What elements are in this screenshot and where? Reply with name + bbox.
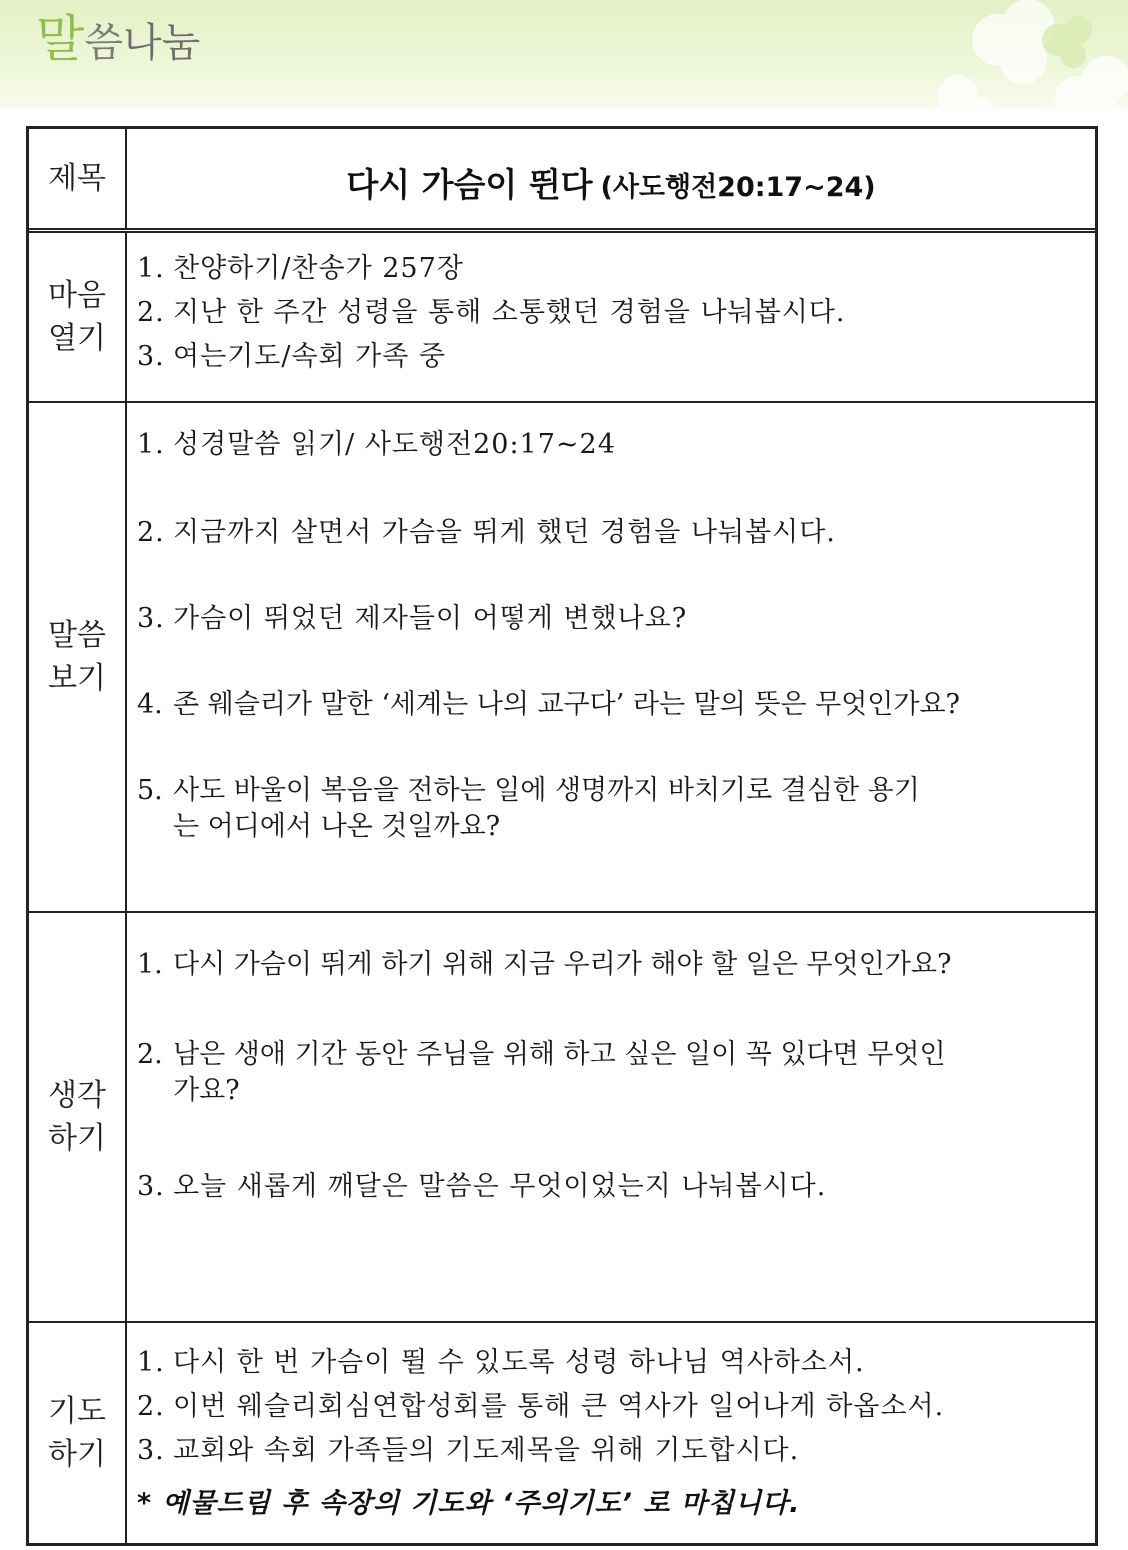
section-label: 마음 열기 — [48, 277, 106, 356]
item-number: 3. — [137, 341, 165, 372]
item-text: 지난 한 주간 성령을 통해 소통했던 경험을 나눠봅시다. — [173, 297, 846, 328]
section-word-reading — [29, 403, 1095, 913]
item-text: 다시 한 번 가슴이 뛸 수 있도록 성령 하나님 역사하소서. — [173, 1347, 865, 1378]
section-label: 말씀 보기 — [48, 617, 106, 696]
item-number: 1. — [137, 949, 163, 980]
title-content-cell — [127, 129, 1095, 228]
title-label-cell — [29, 129, 127, 228]
list-item — [137, 1345, 1087, 1381]
item-text: 존 웨슬리가 말한 ‘세계는 나의 교구다’ 라는 말의 뜻은 무엇인가요? — [173, 689, 961, 720]
section-content-cell — [127, 1323, 1095, 1543]
section-prayer — [29, 1323, 1095, 1543]
section-label-cell — [29, 913, 127, 1321]
item-number: 1. — [137, 1347, 165, 1378]
item-number: 2. — [137, 1039, 163, 1070]
section-label-cell — [29, 403, 127, 911]
list-item — [137, 295, 1087, 331]
item-number: 4. — [137, 689, 163, 720]
lesson-title-reference: (사도행전20:17~24) — [600, 172, 876, 203]
list-item — [137, 1389, 1087, 1425]
item-text: 지금까지 살면서 가슴을 뛰게 했던 경험을 나눠봅시다. — [173, 517, 836, 548]
item-number: 2. — [137, 1391, 165, 1422]
section-label: 기도 하기 — [48, 1393, 106, 1472]
section-reflection — [29, 913, 1095, 1323]
section-label-cell — [29, 1323, 127, 1543]
item-number: 5. — [137, 775, 163, 806]
section-heart-opening — [29, 233, 1095, 403]
list-item — [137, 1169, 1087, 1205]
item-number: 1. — [137, 253, 165, 284]
item-text: 성경말씀 읽기/ 사도행전20:17~24 — [173, 429, 616, 460]
item-text: 남은 생애 기간 동안 주님을 위해 하고 싶은 일이 꼭 있다면 무엇인 — [173, 1039, 946, 1070]
title-label: 제목 — [48, 160, 106, 196]
list-item — [137, 1037, 1087, 1110]
closing-note: * 예물드림 후 속장의 기도와 ‘주의기도’ 로 마칩니다. — [137, 1488, 801, 1519]
lesson-title-main: 다시 가슴이 뛴다 — [346, 165, 593, 204]
title-row — [29, 129, 1095, 233]
item-text: 이번 웨슬리회심연합성회를 통해 큰 역사가 일어나게 하옵소서. — [173, 1391, 945, 1422]
list-item — [137, 427, 1087, 463]
section-title-part1: 말 — [36, 10, 85, 68]
list-item — [137, 339, 1087, 375]
list-item — [137, 601, 1087, 637]
item-text: 사도 바울이 복음을 전하는 일에 생명까지 바치기로 결심한 용기 — [173, 775, 920, 806]
section-title — [36, 10, 201, 68]
item-text-continued: 는 어디에서 나온 것일까요? — [173, 811, 501, 843]
item-text: 찬양하기/찬송가 257장 — [173, 253, 464, 284]
item-number: 1. — [137, 429, 165, 460]
item-text: 여는기도/속회 가족 중 — [173, 341, 446, 372]
item-text: 교회와 속회 가족들의 기도제목을 위해 기도합시다. — [173, 1435, 800, 1466]
section-title-part3: 나눔 — [122, 20, 201, 66]
item-number: 3. — [137, 1171, 165, 1202]
list-item — [137, 687, 1087, 723]
list-item — [137, 947, 1087, 983]
item-text: 오늘 새롭게 깨달은 말씀은 무엇이었는지 나눠봅시다. — [173, 1171, 827, 1202]
item-number: 2. — [137, 517, 165, 548]
section-label-cell — [29, 233, 127, 401]
section-content-cell — [127, 403, 1095, 911]
item-number: 3. — [137, 1435, 165, 1466]
section-content-cell — [127, 233, 1095, 401]
item-text: 다시 가슴이 뛰게 하기 위해 지금 우리가 해야 할 일은 무엇인가요? — [173, 949, 952, 980]
worksheet-table — [26, 126, 1098, 1546]
section-content-cell — [127, 913, 1095, 1321]
item-number: 2. — [137, 297, 165, 328]
list-item — [137, 1433, 1087, 1469]
list-item — [137, 773, 1087, 846]
list-item — [137, 515, 1087, 551]
section-label: 생각 하기 — [48, 1077, 106, 1156]
item-text: 가슴이 뛰었던 제자들이 어떻게 변했나요? — [173, 603, 688, 634]
item-text-continued: 가요? — [173, 1075, 240, 1107]
list-item — [137, 251, 1087, 287]
item-number: 3. — [137, 603, 165, 634]
section-title-part2: 씀 — [84, 20, 123, 66]
lesson-title — [127, 159, 1095, 206]
